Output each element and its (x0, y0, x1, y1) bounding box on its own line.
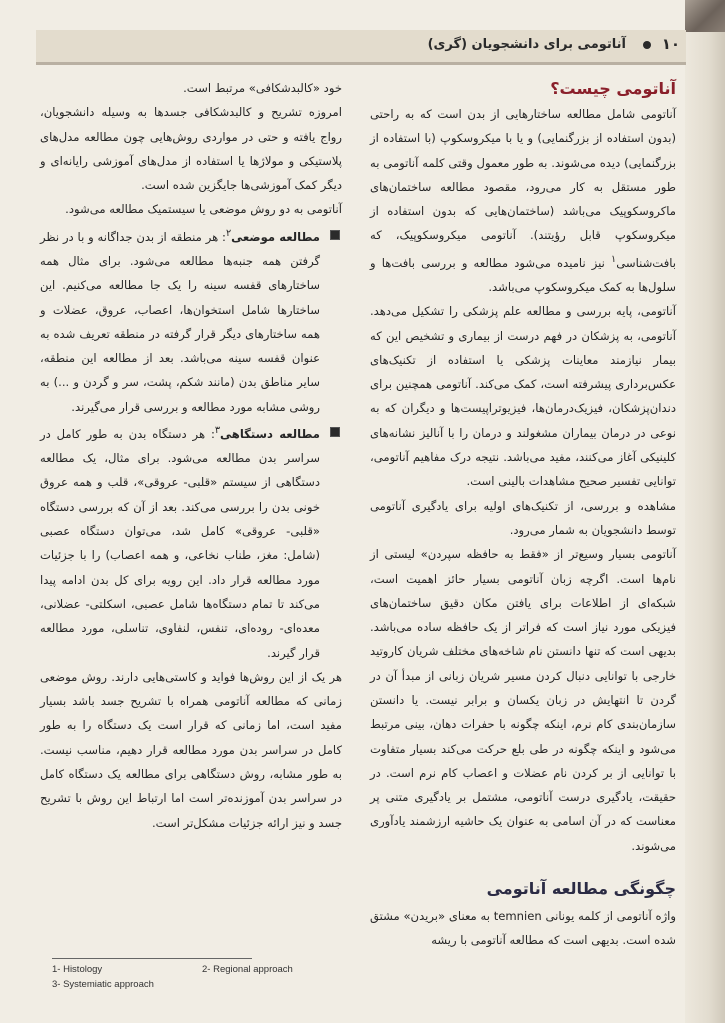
left-column (40, 76, 342, 835)
right-column (370, 76, 676, 953)
footnote-3: 3- Systemiatic approach (52, 979, 154, 990)
subsection-heading: چگونگی مطالعه آناتومی (486, 879, 676, 899)
section-heading: آناتومی چیست؟ (550, 79, 676, 98)
footnote-1: 1- Histology (52, 964, 103, 975)
running-title: آناتومی برای دانشجویان (گری) (427, 37, 626, 52)
footnote-divider (52, 958, 252, 959)
paragraph: آناتومی به دو روش موضعی یا سیستمیک مطالعه می‌شود. (65, 202, 342, 217)
corner-photo-fragment (685, 0, 725, 32)
bullet-item-regional: مطالعه موضعی$^۲$: هر منطقه از بدن جداگانه و با در نظر گرفتن همه جنبه‌ها مطالعه می‌شود. برای مثال همه ساختارهای قفسه سینه را یک جا مطالعه می‌کنیم. این ساختارها شامل استخوان‌ها، اعصاب، عروق، عضلات و همه ساختارهای دیگر قرار گرفته در منطقه تعریف شده به عنوان قفسه سینه می‌باشد. بعد از مطالعه این منطقه، سایر مناطق بدن (مانند شکم، پشت، سر و گردن و ...) به روشی مشابه مورد مطالعه و بررسی قرار می‌گیرند. (40, 222, 342, 419)
paragraph: امروزه تشریح و کالبدشکافی جسدها به وسیله دانشجویان، رواج یافته و حتی در مواردی روش‌هایی چون مطالعه مدل‌های پلاستیکی و مولاژها یا استفاده از مدل‌های آموزشی رایانه‌ای و دیگر کمک آموزشی‌ها جایگزین شده است. (40, 105, 342, 193)
page-number: ۱۰ (661, 35, 680, 53)
footnote-ref: ۲ (225, 227, 232, 239)
paragraph: آناتومی شامل مطالعه ساختارهایی از بدن است که به راحتی (بدون استفاده از بزرگنمایی) و یا با میکروسکوپ (با استفاده از بزرگنمایی) دیده می‌شوند. به طور معمول وقتی کلمه آناتومی به طور مستقل به کار می‌رود، مقصود مطالعه ساختمان‌های ماکروسکوپیک می‌باشد (ساختمان‌هایی که بدون استفاده از میکروسکوپ قابل رؤیتند). آناتومی میکروسکوپیک، که بافت‌شناسی$^۱$ نیز نامیده می‌شود مطالعه و بررسی بافت‌ها و سلول‌ها به کمک میکروسکوپ می‌باشد. (370, 107, 676, 294)
page-edge-strip (685, 0, 725, 1023)
paragraph: آناتومی، پایه بررسی و مطالعه علم پزشکی را تشکیل می‌دهد. آناتومی، به پزشکان در فهم درست از بیماری و تشخیص این که بیمار نیازمند معاینات پزشکی یا استفاده از تکنیک‌های عکس‌برداری پیشرفته است، کمک می‌کند. آناتومی همچنین برای دندان‌پزشکان، فیزیک‌درمان‌ها، فیزیوتراپیست‌ها و دیگران که به نوعی در درمان بیماران مشغولند و درمان را با آنالیز نشانه‌های کلینیکی آغاز می‌کنند، مفید می‌باشد. نتیجه درک مفاهیم آناتومی، توانایی تفسیر صحیح مشاهدات بالینی است. (370, 304, 676, 489)
footnote-ref: ۳ (214, 425, 221, 437)
running-header (36, 30, 686, 65)
square-bullet-icon (330, 230, 340, 240)
square-bullet-icon (330, 427, 340, 437)
bullet-item-systemic: مطالعه دستگاهی$^۳$: هر دستگاه بدن به طور کامل در سراسر بدن مطالعه می‌شود. برای مثال، یک مطالعه دستگاهی از سیستم «قلبی- عروقی»، قلب و همه عروق خونی بدن را بررسی می‌کند. بعد از آن که بررسی دستگاه «قلبی- عروقی» کامل شد، می‌توان دستگاه عصبی (شامل: مغز، طناب نخاعی، و همه اعصاب) را با جزئیات مورد مطالعه قرار داد. این رویه برای کل بدن ادامه پیدا می‌کند تا تمام دستگاه‌ها شامل عصبی، اسکلتی- عضلانی، معده‌ای- روده‌ای، تنفس، لنفاوی، تناسلی، مورد مطالعه قرار گیرند. (40, 419, 342, 665)
footnote-ref: ۱ (611, 253, 617, 265)
footnote-2: 2- Regional approach (202, 964, 293, 975)
paragraph: آناتومی بسیار وسیع‌تر از «فقط به حافظه سپردن» لیستی از نام‌ها است. اگرچه زبان آناتومی بسیار حائز اهمیت است، شبکه‌ای از اطلاعات برای یافتن مکان دقیق ساختمان‌های فیزیکی مورد نیاز است که فراتر از یک حافظه ساده می‌باشد. بدیهی است که تنها دانستن نام شاخه‌های مختلف شریان کاروتید خارجی با توانایی دنبال کردن مسیر شریان زبانی از مبدأ آن در گردن تا انتهایش در زبان یکسان و برابر نیست. یا دانستن سازمان‌بندی کام نرم، اینکه چگونه با حفرات دهان، بینی مرتبط می‌شود و اینکه چگونه در طی بلع حرکت می‌کند بسیار متفاوت با توانایی از بر کردن نام عضلات و اعصاب کام نرم است. در حقیقت، یادگیری درست آناتومی، مشتمل بر یادگیری متنی پر معناست که در آن اسامی به عنوان یک حاشیه ارزشمند یادآوری می‌شوند. (370, 547, 676, 853)
paragraph: خود «کالبدشکافی» مرتبط است. (183, 81, 342, 95)
paragraph: هر یک از این روش‌ها فواید و کاستی‌هایی دارند. روش موضعی زمانی که مطالعه آناتومی همراه با تشریح جسد باشد بسیار مفید است، اما زمانی که قرار است یک دستگاه را به طور کامل در سراسر بدن مورد مطالعه قرار دهیم، مناسب نیست. به طور مشابه، روش دستگاهی برای مطالعه یک دستگاه کامل در سراسر بدن آموزنده‌تر است اما ارتباط این روش با تشریح جسد و نیز ارائه جزئیات مشکل‌تر است. (40, 669, 342, 830)
paragraph: مشاهده و بررسی، از تکنیک‌های اولیه برای یادگیری آناتومی توسط دانشجویان به شمار می‌رود. (370, 498, 676, 537)
paragraph: واژه آناتومی از کلمه یونانی temnien به معنای «بریدن» مشتق شده است. بدیهی است که مطالعه آناتومی با ریشه (370, 909, 676, 948)
bullet-dot-icon (643, 41, 651, 49)
